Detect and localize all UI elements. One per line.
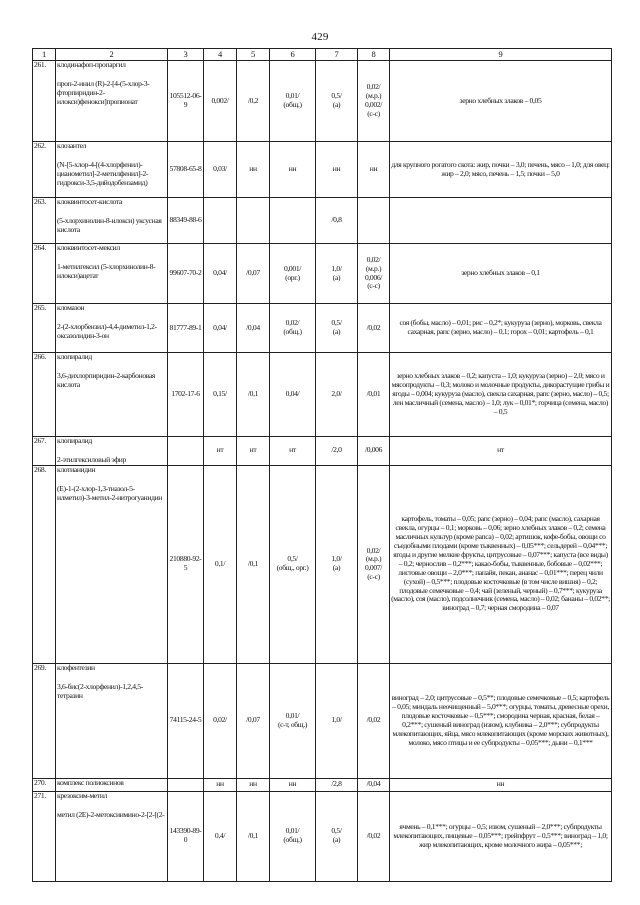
value-text: 0,02/ [213, 715, 227, 725]
header-cell: 1 [33, 49, 56, 61]
header-cell: 7 [316, 49, 358, 61]
value-c7 [316, 353, 358, 437]
value-text: /0,2 [247, 95, 259, 105]
value-text: нн [288, 779, 297, 789]
value-text: /0,8 [331, 215, 342, 225]
value-c4 [204, 465, 237, 663]
value-c4 [204, 244, 237, 304]
cas-text: 81777-89-1 [169, 322, 202, 332]
substance-name [56, 142, 168, 198]
cas-text: 88349-88-6 [169, 215, 202, 225]
value-c6 [270, 304, 316, 353]
value-c7 [316, 61, 358, 142]
value-c5 [237, 142, 270, 198]
substance-common-name: крезоксим-метил [57, 791, 108, 800]
header-cell: 9 [390, 49, 612, 61]
substance-name [56, 61, 168, 142]
value-c7 [316, 437, 358, 466]
value-c8 [358, 437, 390, 466]
substance-common-name: клозантел [57, 141, 87, 150]
substance-name [56, 778, 168, 791]
substance-name [56, 304, 168, 353]
value-text: нт [249, 445, 257, 455]
cas-number [168, 465, 204, 663]
row-number: 266. [33, 353, 56, 437]
substance-common-name: клопиралид [57, 436, 92, 445]
cas-number [168, 437, 204, 466]
row-number: 269. [33, 663, 56, 778]
value-c7 [316, 244, 358, 304]
value-text: нн [369, 164, 378, 174]
value-c4 [204, 198, 237, 244]
value-c8 [358, 304, 390, 353]
table-row [33, 791, 612, 881]
substance-chemical-name: (N-[5-хлор-4-[(4-хлорфенил)-цианометил]-2-метилфенил]-2-гидрокси-3,5-дийодобензамид) [57, 159, 149, 187]
substance-chemical-name: 2-этилгексиловый эфир [57, 454, 126, 464]
value-c4 [204, 663, 237, 778]
substance-name [56, 437, 168, 466]
value-c6 [270, 663, 316, 778]
value-text: 0,5/ (а) [331, 91, 342, 109]
value-text: 0,03/ [213, 164, 227, 174]
substance-name [56, 198, 168, 244]
residue-limits: соя (бобы, масло) – 0,01; рис – 0,2*; кукуруза (зерно), морковь, свекла сахарная, рапс (зерно, масло) – 0,1; горох – 0,01; картофель – 0,1 [390, 304, 612, 353]
value-c7 [316, 142, 358, 198]
residue-limits: нн [390, 778, 612, 791]
cas-number [168, 778, 204, 791]
substance-name [56, 791, 168, 881]
value-text: /0,07 [246, 268, 260, 278]
substance-common-name: комплекс полиоксинов [57, 778, 124, 787]
value-c4 [204, 353, 237, 437]
cas-number [168, 142, 204, 198]
value-text: 0,5/ (а) [331, 318, 342, 336]
value-c6 [270, 244, 316, 304]
value-c4 [204, 61, 237, 142]
value-text: /0,1 [247, 558, 259, 568]
value-text: /0,02 [366, 715, 381, 725]
cas-text: 143390-89-0 [169, 826, 202, 845]
cas-number [168, 663, 204, 778]
value-c4 [204, 304, 237, 353]
value-c6 [270, 465, 316, 663]
value-text: нн [249, 779, 257, 789]
substances-table [32, 48, 612, 882]
value-c5 [237, 465, 270, 663]
value-c8 [358, 663, 390, 778]
value-text: 0,1/ [214, 558, 226, 568]
row-number: 270. [33, 778, 56, 791]
value-c4 [204, 142, 237, 198]
value-text: 0,02/ (м.р.) 0,002/ (с-с) [364, 82, 383, 118]
residue-limits: виноград – 2,0; цитрусовые – 0,5**; плодовые семечковые – 0,5; картофель – 0,05; миндаль неочищенный – 5,0***; огурцы, томаты, древесные орехи, плодовые косточковые – 0,5***; смородина черная, красная, белая – 0,2***; сушеный виноград (изюм), клубника – 2,0***; субпродукты млекопитающих, яйца, мясо млекопитающих (кроме морских животных), молоко, мясо птицы и ее субпродукты – 0,05***; дыни – 0,1*** [390, 663, 612, 778]
value-text: 0,04/ [213, 322, 227, 332]
cas-text: 99607-70-2 [169, 268, 202, 278]
cas-number [168, 353, 204, 437]
substance-common-name: клодинафоп-пропаргил [57, 60, 126, 69]
value-c6 [270, 61, 316, 142]
value-text: 0,02/ (м.р.) 0,006/ (с-с) [364, 254, 383, 291]
value-c6 [270, 778, 316, 791]
row-number: 268. [33, 465, 56, 663]
value-c4 [204, 791, 237, 881]
value-c7 [316, 663, 358, 778]
cas-number [168, 304, 204, 353]
value-text: /0,04 [366, 779, 381, 789]
header-row [33, 49, 612, 61]
table-row [33, 304, 612, 353]
value-text: /0,1 [247, 830, 259, 840]
value-text: 1,0/ (а) [331, 554, 342, 573]
substance-name [56, 353, 168, 437]
header-cell: 3 [168, 49, 204, 61]
value-text: 0,01/ (общ.) [283, 826, 302, 845]
value-c8 [358, 142, 390, 198]
value-text: /0,1 [247, 389, 259, 399]
substance-chemical-name: (E)-1-(2-хлор-1,3-тиазол-5-илметил)-3-метил-2-нитрогуанидин [57, 483, 163, 502]
value-text: /0,07 [246, 715, 260, 725]
residue-limits: зерно хлебных злаков – 0,2; капуста – 1,0; кукуруза (зерно) – 2,0; мясо и мясопродукты – 0,3; молоко и молочные продукты, дикорастущие грибы и ягоды – 0,004; кукуруза (масло), свекла сахарная, рапс (зерно, масло) – 0,5; лен масличный (семена, масло) – 1,0; лук – 0,01*; горчица (семена, масло) – 0,5 [390, 353, 612, 437]
residue-limits: для крупного рогатого скота: жир, почки – 3,0; печень, мясо – 1,0; для овец: жир – 2,0; мясо, печень – 1,5; почки – 5,0 [390, 142, 612, 198]
residue-limits: картофель, томаты – 0,05; рапс (зерно) – 0,04; рапс (масло), сахарная свекла, огурцы – 0,1; морковь – 0,06; зерно хлебных злаков – 0,2; семена масличных культур (кроме рапса) – 0,02; артишок, кофе-бобы, овощи со съедобными плодами (кроме тыквенных) – 0,05***; сельдерей – 0,04***; ягоды и другие мелкие фрукты, цитрусовые – 0,07***; капуста (все виды) – 0,2; чернослив – 0,2***; какао-бобы, тыквенные, бобовые – 0,02***; листовые овощи – 2,0***; папайя, пекан, ананас – 0,01***; перец чили (сухой) – 0,5***; плодовые косточковые (в том числе вишня) – 0,2; плодовые семечковые – 0,4; чай (зеленый, черный) – 0,7***; кукуруза (масло), соя (масло), подсолнечник (семена, масло) – 0,02; бананы – 0,02**; виноград – 0,7; черная смородина – 0,07 [390, 465, 612, 663]
value-c8 [358, 198, 390, 244]
value-c5 [237, 663, 270, 778]
value-text: 0,4/ [214, 830, 226, 840]
value-c5 [237, 791, 270, 881]
value-text: 2,0/ [331, 389, 342, 399]
table-row [33, 353, 612, 437]
value-c7 [316, 304, 358, 353]
residue-limits: зерно хлебных злаков – 0,05 [390, 61, 612, 142]
substance-common-name: клотианидин [57, 465, 96, 474]
value-c8 [358, 778, 390, 791]
value-c6 [270, 791, 316, 881]
cas-text: 210880-92-5 [169, 554, 202, 573]
cas-number [168, 244, 204, 304]
table-row [33, 198, 612, 244]
value-c6 [270, 198, 316, 244]
value-c8 [358, 465, 390, 663]
header-cell: 5 [237, 49, 270, 61]
substance-name [56, 465, 168, 663]
value-c4 [204, 778, 237, 791]
value-c5 [237, 353, 270, 437]
value-text: 0,04/ [285, 389, 300, 399]
value-text: /2,0 [331, 445, 342, 455]
value-text: 1,0/ (а) [331, 263, 342, 282]
value-text: /0,006 [364, 445, 383, 455]
table-row [33, 437, 612, 466]
value-text: 0,001/ (орг.) [283, 263, 302, 282]
value-text: нт [289, 445, 296, 455]
row-number: 263. [33, 198, 56, 244]
value-c6 [270, 353, 316, 437]
value-text: /0,04 [246, 322, 260, 332]
value-text: нн [249, 164, 257, 174]
value-c8 [358, 791, 390, 881]
cas-text: 1702-17-6 [171, 389, 200, 399]
header-cell: 4 [204, 49, 237, 61]
substance-chemical-name: 3,6-бис(2-хлорфенил)-1,2,4,5-тетразин [57, 681, 143, 700]
table-row [33, 465, 612, 663]
value-c8 [358, 244, 390, 304]
value-text: нн [288, 164, 297, 174]
substance-chemical-name: 2-(2-хлорбензил)-4,4-диметил-1,2-оксазолидин-3-он [57, 321, 157, 340]
header-cell: 8 [358, 49, 390, 61]
substance-chemical-name: 3,6-дихлорпиридин-2-карбоновая кислота [57, 370, 156, 389]
value-text: нт [216, 445, 224, 455]
value-c5 [237, 437, 270, 466]
substance-common-name: клоквинтосет-мексил [57, 243, 120, 252]
header-cell: 2 [56, 49, 168, 61]
value-text: 0,01/ (общ.) [283, 91, 302, 109]
value-text: 0,5/ (общ., орг.) [276, 554, 309, 573]
cas-text: 57808-65-8 [169, 164, 202, 174]
value-text: нн [332, 164, 341, 174]
row-number: 271. [33, 791, 56, 881]
substance-name [56, 663, 168, 778]
cas-number [168, 198, 204, 244]
row-number: 264. [33, 244, 56, 304]
table-row [33, 244, 612, 304]
substance-chemical-name: проп-2-инил (R)-2-[4-(5-хлор-3-фторпиридин-2-илокси)фенокси]пропионат [57, 78, 150, 106]
value-c5 [237, 244, 270, 304]
substance-chemical-name: (5-хлорхинолин-8-илокси) уксусная кислота [57, 215, 162, 234]
cas-number [168, 791, 204, 881]
value-text: нн [216, 779, 224, 789]
row-number: 261. [33, 61, 56, 142]
value-text: 0,02/ (м.р.) 0,007/ (с-с) [364, 545, 383, 582]
value-c5 [237, 198, 270, 244]
substance-common-name: клоквинтосет-кислота [57, 197, 122, 206]
value-c5 [237, 304, 270, 353]
value-text: /0,02 [366, 322, 381, 332]
residue-limits: зерно хлебных злаков – 0,1 [390, 244, 612, 304]
cas-text: 105512-06-9 [169, 91, 202, 109]
page-number: 429 [311, 31, 329, 43]
substance-chemical-name: метил (2E)-2-метоксиимино-2-[2-[(2- [57, 809, 165, 819]
substance-common-name: клопиралид [57, 352, 92, 361]
residue-limits [390, 198, 612, 244]
value-c7 [316, 778, 358, 791]
row-number: 262. [33, 142, 56, 198]
value-text: 0,04/ [213, 268, 227, 278]
value-c6 [270, 437, 316, 466]
value-c7 [316, 791, 358, 881]
value-c6 [270, 142, 316, 198]
residue-limits: ячмень – 0,1***; огурцы – 0,5; изюм, сушеный – 2,0***; субпродукты млекопитающих, пищевые – 0,05***; грейпфрут – 0,5***; виноград – 1,0; жир млекопитающих, кроме молочного жира – 0,05***; [390, 791, 612, 881]
table-row [33, 778, 612, 791]
value-c8 [358, 353, 390, 437]
value-text: 0,002/ [211, 95, 229, 105]
table-row [33, 663, 612, 778]
value-c5 [237, 778, 270, 791]
value-text: 1,0/ [331, 715, 342, 725]
substance-name [56, 244, 168, 304]
cas-text: 74115-24-5 [169, 715, 202, 725]
residue-limits: нт [390, 437, 612, 466]
value-text: 0,02/ (общ.) [283, 318, 302, 336]
table-row [33, 142, 612, 198]
header-cell: 6 [270, 49, 316, 61]
value-c5 [237, 61, 270, 142]
value-c7 [316, 465, 358, 663]
substance-common-name: клофентезин [57, 663, 95, 672]
row-number: 267. [33, 437, 56, 466]
value-c4 [204, 437, 237, 466]
row-number: 265. [33, 304, 56, 353]
value-text: 0,01/ (с-т, общ.) [277, 710, 308, 729]
value-text: /2,8 [331, 779, 342, 789]
value-text: /0,01 [366, 389, 381, 399]
substance-chemical-name: 1-метилгексил (5-хлорхинолин-8-илокси)ацетат [57, 261, 156, 280]
cas-number [168, 61, 204, 142]
value-text: 0,15/ [213, 389, 227, 399]
value-c8 [358, 61, 390, 142]
value-text: /0,02 [366, 830, 381, 840]
table-row [33, 61, 612, 142]
value-text: 0,5/ (а) [331, 826, 342, 845]
substance-common-name: кломазон [57, 303, 85, 312]
value-c7 [316, 198, 358, 244]
